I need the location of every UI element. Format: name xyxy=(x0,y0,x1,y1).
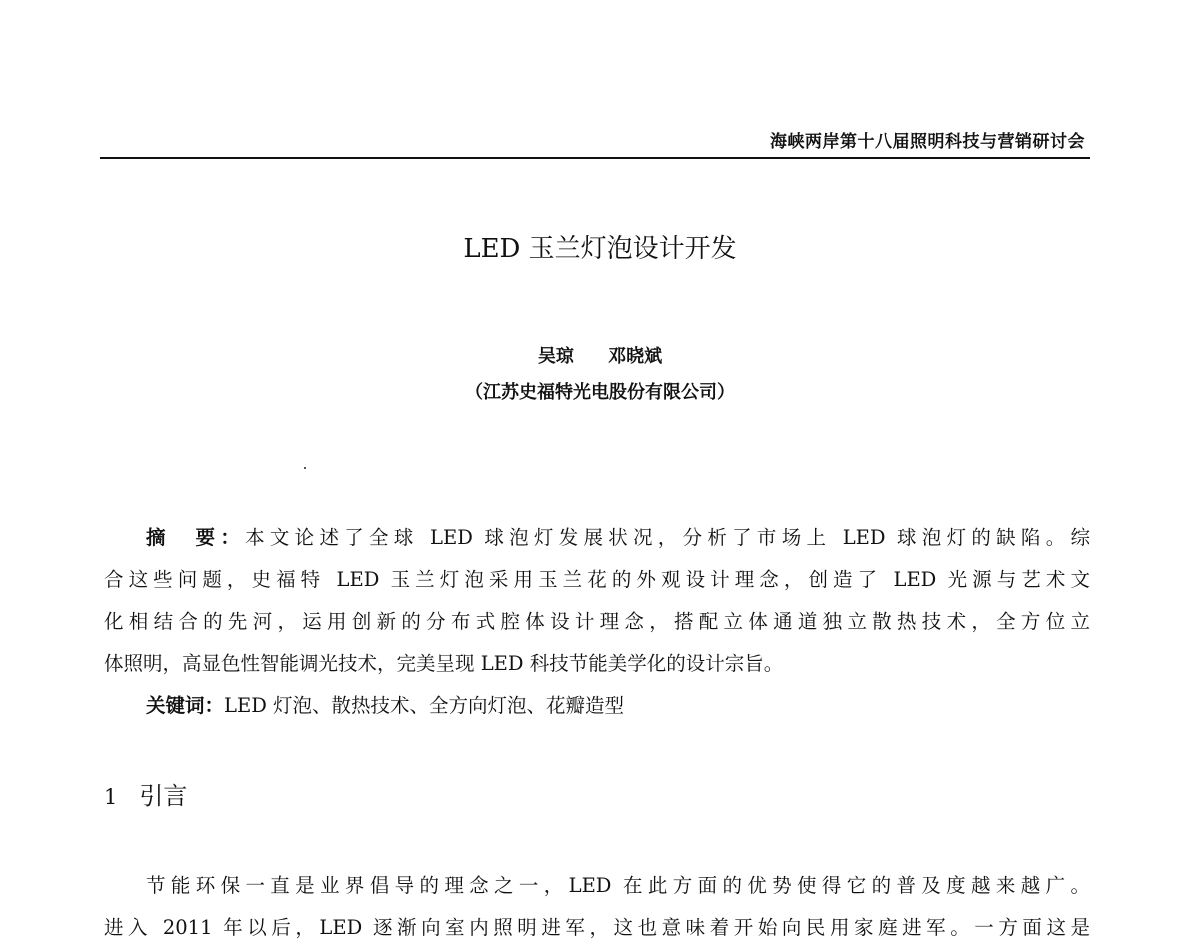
author: 邓晓斌 xyxy=(608,346,663,367)
author: 吴琼 xyxy=(537,346,574,367)
keywords-label: 关键词： xyxy=(146,694,225,717)
affiliation: （江苏史福特光电股份有限公司） xyxy=(465,382,735,403)
abstract-line: 摘 要：本文论述了全球 LED 球泡灯发展状况，分析了市场上 LED 球泡灯的缺陷。综 xyxy=(146,526,1090,549)
running-header: 海峡两岸第十八届照明科技与营销研讨会 xyxy=(770,132,1085,152)
body-line: 进入 2011 年以后，LED 逐渐向室内照明进军，这也意味着开始向民用家庭进军。一方面这是 xyxy=(104,916,1090,939)
header-rule xyxy=(100,157,1090,159)
body-line: 节能环保一直是业界倡导的理念之一，LED 在此方面的优势使得它的普及度越来越广。 xyxy=(146,874,1090,897)
paper-title: LED 玉兰灯泡设计开发 xyxy=(463,234,737,264)
authors xyxy=(0,342,1200,368)
keywords: 关键词：LED 灯泡、散热技术、全方向灯泡、花瓣造型 xyxy=(146,694,625,717)
abstract-line: 化相结合的先河，运用创新的分布式腔体设计理念，搭配立体通道独立散热技术，全方位立 xyxy=(104,610,1090,633)
abstract-line: 体照明，高显色性智能调光技术，完美呈现 LED 科技节能美学化的设计宗旨。 xyxy=(104,652,784,675)
section-heading: 1 引言 xyxy=(104,782,188,810)
scan-speck xyxy=(304,467,306,469)
abstract-line: 合这些问题，史福特 LED 玉兰灯泡采用玉兰花的外观设计理念，创造了 LED 光源与艺术文 xyxy=(104,568,1090,591)
abstract-label: 摘 要： xyxy=(146,526,246,549)
